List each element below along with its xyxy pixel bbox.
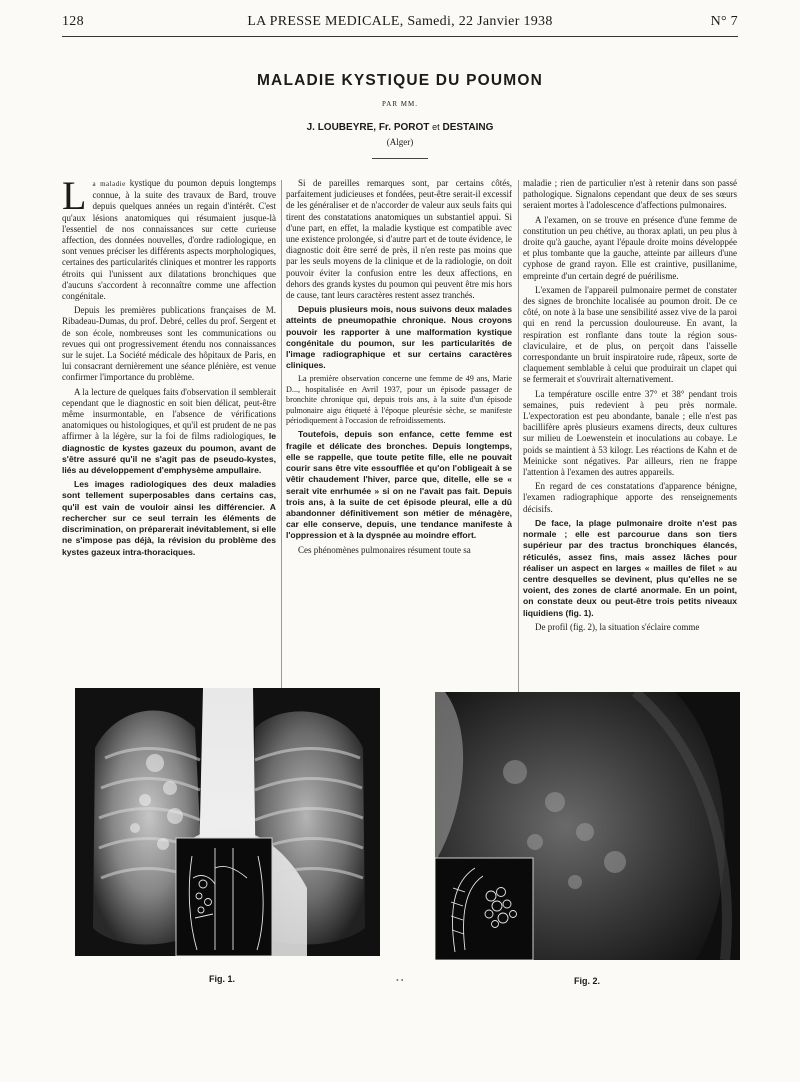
print-mark: • • (396, 976, 404, 985)
paragraph: Depuis les premières publications françaises de M. Ribadeau-Dumas, du prof. Debré, celles du prof. Sergent et de son école, nombreuses sont les communications ou revues qui ont progressivement étendu nos connaissances sur le sujet. La Société médicale des hôpitaux de Paris, en lui consacrant dernièrement une séance plénière, est venue confirmer l'importance du problème. (62, 305, 276, 383)
by-line-prefix: PAR MM. (382, 100, 418, 108)
figure-2-radiograph (435, 692, 740, 960)
authors-et: et (432, 122, 440, 132)
paragraph-bold: De face, la plage pulmonaire droite n'est pas normale ; elle est parcourue dans son tiers supérieur par des tractus bronchiques élancés, réticulés, assez fins, mais assez lâches pour réaliser un aspect en larges « mailles de filet » au centre desquelles se devinent, plus qu'elles ne se voient, des zones de clarté anormale. En un point, on constate deux ou peut-être trois petits niveaux liquidiens (fig. 1). (523, 517, 737, 618)
paragraph (62, 178, 276, 302)
column-1 (62, 178, 276, 696)
paragraph-bold: Toutefois, depuis son enfance, cette femme est fragile et délicate des bronches. Depuis longtemps, elle se rappelle, que toute petite fille, elle ne pouvait courir sans être vite essoufflée et qu'on l'obligeait à se vêtir chaudement l'hiver, parce que, ditelle, elle se « serait vite enrhumée » si on ne l'avait pas fait. Depuis trois ans, à la suite de cet épisode pleural, elle a dû abandonner définitivement son métier de ménagère, car elle conserve, depuis, une tendance manifeste à l'oppression et à la dyspnée au moindre effort. (286, 429, 512, 541)
figure-1-radiograph (75, 688, 380, 956)
figure-1-caption: Fig. 1. (209, 974, 236, 984)
title-rule (372, 158, 428, 159)
paragraph: A l'examen, on se trouve en présence d'une femme de constitution un peu chétive, au thorax aplati, un peu plus à droite qu'à gauche, ayant l'épaule droite moins développée et plus tombante que la gauche, atteinte par ailleurs d'une cyphose de grand rayon. Elle est craintive, pusillanime, empreinte d'un certain degré de puérilisme. (523, 214, 737, 281)
column-2 (286, 178, 512, 696)
paragraph-small: La première observation concerne une femme de 49 ans, Marie D..., hospitalisée en Avril 1937, pour un épisode passager de bronchite chronique qui, depuis trois ans, à la suite d'un épisode pulmonaire aigu étiqueté à l'époque pleurésie sèche, se manifeste périodiquement à l'occasion de refroidissements. (286, 374, 512, 426)
column-divider (281, 180, 282, 695)
page-number: 128 (62, 14, 84, 29)
paragraph: L'examen de l'appareil pulmonaire permet de constater des signes de bronchite localisée au poumon droit. De ce côté, on note à la base une sensibilité assez vive de la paroi qui en rend la percussion douloureuse. En avant, la respiration est ronflante dans toute la région sous-claviculaire, et de plus, on perçoit dans l'aisselle correspondante un bruit inspiratoire rude, râpeux, sorte de claquement semblable à celui que produirait un clapet qui se fermerait et s'ouvrirait alternativement. (523, 284, 737, 385)
paragraph: En regard de ces constatations d'apparence bénigne, l'examen radiographique apporte des renseignements décisifs. (523, 481, 737, 514)
column-divider (518, 180, 519, 695)
xray-frontal-image (75, 688, 380, 956)
issue-number: N° 7 (710, 14, 738, 29)
authors-last: DESTAING (442, 122, 494, 133)
lead-small-caps: a maladie (92, 180, 126, 188)
figure-2-caption: Fig. 2. (574, 976, 601, 986)
paragraph-text: kystique du poumon depuis longtemps connue, à la suite des travaux de Bard, trouve depuis quelques années un regain d'intérêt. C'est qu'aux lésions anatomiques qui résumaient jusque-là l'essentiel de nos connaissances sur cette curieuse affection, des données nouvelles, d'ordre radiologique, en sont venues préciser les différents aspects morphologiques, certaines des particularités cliniques et montrer les rapports étroits qui l'unissent aux dilatations bronchiques que d'aucuns s'accordent à reconnaître comme une affection congénitale. (62, 178, 276, 302)
affiliation: (Alger) (386, 137, 414, 147)
authors-main: J. LOUBEYRE, Fr. POROT (306, 122, 430, 133)
paragraph: Si de pareilles remarques sont, par certains côtés, parfaitement judicieuses et fondées, peut-être serait-il excessif de les généraliser et de n'accorder de valeur aux seuls faits qui tirent des constatations anatomiques un substantiel appui. Si d'une part, en effet, la maladie kystique est compatible avec une existence prolongée, si d'autre part et de toute évidence, le diagnostic doit être serré de près, il n'en reste pas moins que par les seuls moyens de la clinique et de la radiologie, on doit pouvoir éviter la confusion entre les deux affections, en dehors des grands kystes du poumon qui peuvent être mis hors de cause, tant leurs caractères restent assez tranchés. (286, 178, 512, 301)
journal-header: LA PRESSE MEDICALE, Samedi, 22 Janvier 1938 (247, 14, 553, 29)
drop-cap: L (62, 178, 87, 218)
paragraph (62, 387, 276, 477)
paragraph-bold: Depuis plusieurs mois, nous suivons deux malades atteints de pneumopathie chronique. Nous croyons pouvoir les rapporter à une malformation kystique congénitale du poumon, sur les particularités de l'image radiographique et sur certains caractères cliniques. (286, 304, 512, 371)
paragraph-text: A la lecture de quelques faits d'observation il semblerait cependant que le diagnostic en soit bien délicat, peut-être même insurmontable, en l'absence de vérifications anatomiques ou histologiques, et qu'il est prudent de ne pas affirmer à la légère, sur la foi de films radiologiques, (62, 386, 276, 442)
column-3 (523, 178, 737, 696)
authors (0, 122, 800, 133)
paragraph: La température oscille entre 37° et 38° pendant trois semaines, puis redevient à peu près normale. L'expectoration est peu abondante, banale ; elle n'est pas bacillifère après plusieurs examens directs, deux cultures sur milieu de Loewenstein et inoculations au cobaye. Le poids se maintient à 53 kilogr. Les réactions de Kahn et de Meinicke sont négatives. Par ailleurs, rien ne frappe l'attention à l'examen des autres appareils. (523, 388, 737, 478)
xray-lateral-image (435, 692, 740, 960)
paragraph: maladie ; rien de particulier n'est à retenir dans son passé pathologique. Signalons cependant que deux de ses sœurs seraient mortes à l'adolescence d'affections pulmonaires. (523, 178, 737, 211)
running-header (62, 14, 738, 36)
header-rule (62, 36, 738, 37)
paragraph: Ces phénomènes pulmonaires résument toute sa (298, 544, 471, 555)
paragraph-bold: Les images radiologiques des deux maladies sont tellement superposables dans certains cas, qu'il est vain de vouloir ainsi les différencier. A rechercher sur ce seul terrain les éléments de discrimination, on préparerait inévitablement, si elle ne s'impose pas déjà, la révision du problème des kystes gazeux intra-thoraciques. (62, 479, 276, 557)
article-title: MALADIE KYSTIQUE DU POUMON (256, 72, 544, 89)
bold-text: le diagnostic de kystes gazeux du poumon, avant de s'être assuré qu'il ne s'agit pas de pseudo-kystes, liés au développement d'emphysème ampullaire. (62, 431, 276, 476)
paragraph: De profil (fig. 2), la situation s'éclaire comme (535, 621, 700, 632)
